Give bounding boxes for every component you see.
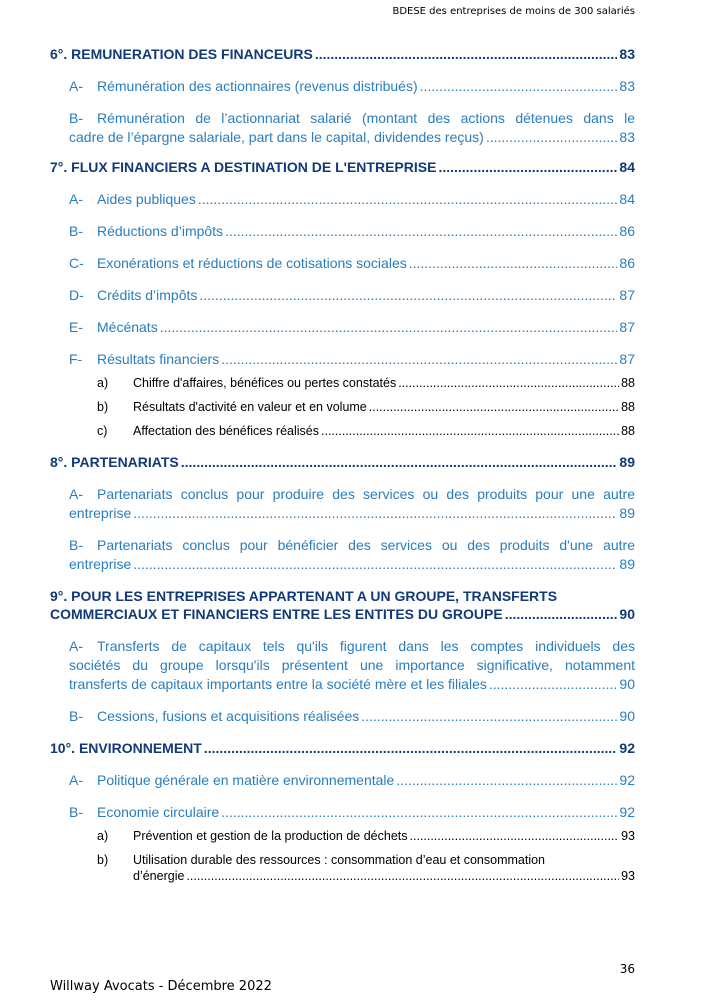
toc-section-9[interactable]: 9°. POUR LES ENTREPRISES APPARTENANT A UN GROUPE, TRANSFERTS COMMERCIAUX ET FINANCIERS ENTRE LES ENTITES DU GROUPE ..... 90 (50, 587, 635, 623)
toc-entry-6b[interactable]: B- Rémunération de l’actionnariat salarié (montant des actions détenues dans le cadre de l’épargne salariale, part dans le capital, dividendes reçus) ..... 83 (69, 109, 635, 147)
table-of-contents (50, 45, 635, 892)
toc-entry-7f[interactable]: F- Résultats financiers ..... 87 (69, 350, 635, 369)
toc-subentry-10b-b[interactable]: b) Utilisation durable des ressources : consommation d’eau et consommation d’énergie ..... 93 (97, 852, 635, 884)
toc-entry-7e[interactable]: E- Mécénats ..... 87 (69, 318, 635, 337)
toc-entry-7d[interactable]: D- Crédits d’impôts ..... 87 (69, 286, 635, 305)
toc-section-7[interactable]: 7°. FLUX FINANCIERS A DESTINATION DE L'ENTREPRISE ..... 84 (50, 158, 635, 176)
toc-entry-6a[interactable]: A- Rémunération des actionnaires (revenus distribués) ..... 83 (69, 77, 635, 96)
toc-entry-9a[interactable]: A- Transferts de capitaux tels qu'ils figurent dans les comptes individuels des sociétés du groupe lorsqu'ils présentent une importance significative, notamment transferts de capitaux importants entre la société mère et les filiales ..... 90 (69, 637, 635, 694)
toc-entry-8b[interactable]: B- Partenariats conclus pour bénéficier des services ou des produits d'une autre entreprise ..... 89 (69, 536, 635, 574)
toc-subentry-7f-c[interactable]: c) Affectation des bénéfices réalisés ..... 88 (97, 423, 635, 439)
toc-page-number: 83 (619, 46, 635, 62)
toc-entry-7c[interactable]: C- Exonérations et réductions de cotisations sociales ..... 86 (69, 254, 635, 273)
footer-text: Willway Avocats - Décembre 2022 (50, 979, 272, 994)
toc-section-6[interactable] (50, 45, 635, 63)
toc-entry-7b[interactable]: B- Réductions d’impôts ..... 86 (69, 222, 635, 241)
toc-entry-10a[interactable]: A- Politique générale en matière environnementale ..... 92 (69, 771, 635, 790)
toc-section-8[interactable]: 8°. PARTENARIATS ..... 89 (50, 453, 635, 471)
toc-subentry-10b-a[interactable]: a) Prévention et gestion de la production de déchets ..... 93 (97, 828, 635, 844)
toc-subentry-7f-a[interactable]: a) Chiffre d'affaires, bénéfices ou pertes constatés ..... 88 (97, 375, 635, 391)
toc-entry-9b[interactable]: B- Cessions, fusions et acquisitions réalisées ..... 90 (69, 707, 635, 726)
toc-section-10[interactable]: 10°. ENVIRONNEMENT ..... 92 (50, 739, 635, 757)
toc-subentry-7f-b[interactable]: b) Résultats d'activité en valeur et en volume ..... 88 (97, 399, 635, 415)
toc-entry-10b[interactable]: B- Economie circulaire ..... 92 (69, 803, 635, 822)
toc-entry-7a[interactable]: A- Aides publiques ..... 84 (69, 190, 635, 209)
running-header: BDESE des entreprises de moins de 300 salariés (392, 6, 635, 17)
toc-entry-8a[interactable]: A- Partenariats conclus pour produire des services ou des produits pour une autre entreprise ..... 89 (69, 485, 635, 523)
page-number: 36 (619, 962, 635, 976)
toc-section-title: 6°. REMUNERATION DES FINANCEURS (50, 46, 313, 62)
